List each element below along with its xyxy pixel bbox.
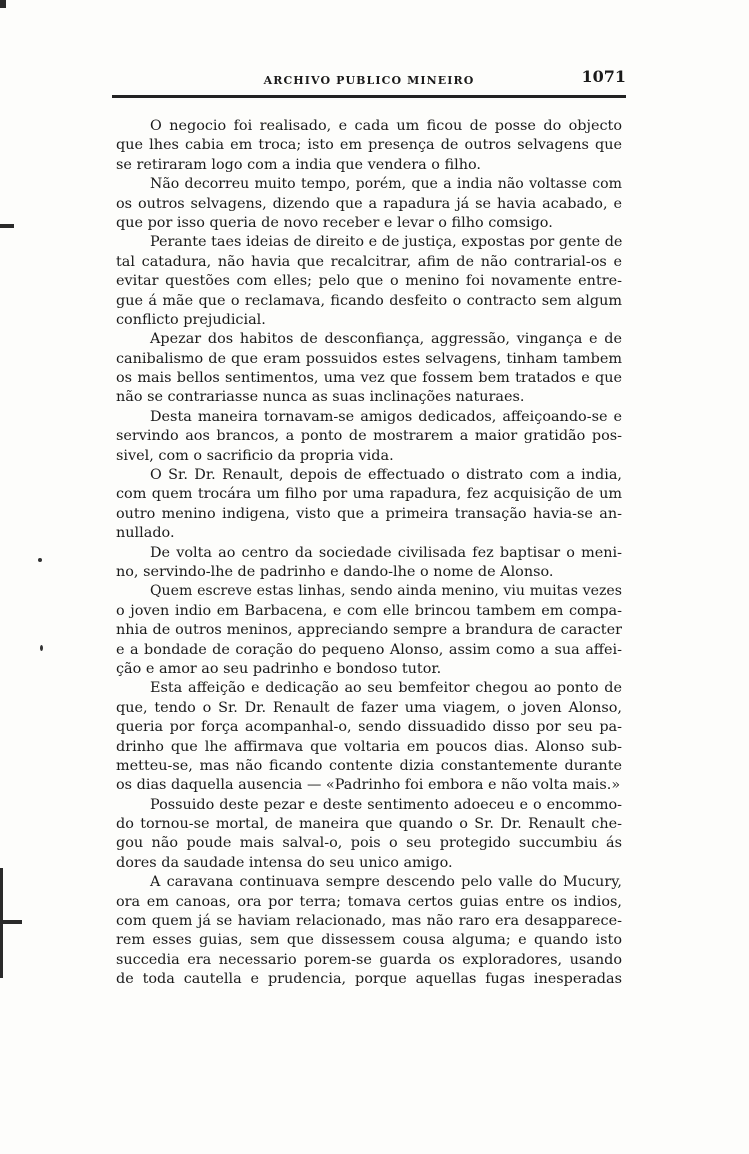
text-line: drinho que lhe affirmava que voltaria em poucos dias. Alonso sub- (116, 738, 622, 755)
body-text (116, 117, 622, 990)
text-line: Apezar dos habitos de desconfiança, aggressão, vingança e de (150, 331, 622, 348)
text-line: o joven indio em Barbacena, e com elle brincou tambem em compa- (116, 602, 622, 619)
text-line: O negocio foi realisado, e cada um ficou de posse do objecto (150, 118, 622, 134)
text-line: dores da saudade intensa do seu unico amigo. (116, 854, 453, 871)
text-line: Possuido deste pezar e deste sentimento adoeceu e o encommo- (150, 796, 622, 813)
text-line: e a bondade de coração do pequeno Alonso, assim como a sua affei- (116, 641, 622, 658)
text-line: os dias daquella ausencia — «Padrinho foi embora e não volta mais.» (116, 777, 621, 794)
text-line: Não decorreu muito tempo, porém, que a india não voltasse com (150, 176, 622, 193)
text-line: queria por força acompanhal-o, sendo dissuadido disso por seu pa- (116, 719, 622, 736)
text-line: Quem escreve estas linhas, sendo ainda menino, viu muitas vezes (150, 583, 622, 600)
text-line: sivel, com o sacrificio da propria vida. (116, 447, 394, 464)
page-header (112, 64, 626, 88)
running-title: ARCHIVO PUBLICO MINEIRO (263, 74, 475, 87)
text-line: A caravana continuava sempre descendo pelo valle do Mucury, (150, 874, 622, 891)
text-line: succedia era necessario porem-se guarda os exploradores, usando (116, 951, 622, 968)
text-line: se retiraram logo com a india que vendera o filho. (116, 156, 481, 173)
header-rule (112, 95, 626, 98)
text-line: que, tendo o Sr. Dr. Renault de fazer uma viagem, o joven Alonso, (116, 699, 622, 716)
text-line: com quem já se haviam relacionado, mas não raro era desapparece- (116, 913, 622, 930)
text-line: Perante taes ideias de direito e de justiça, expostas por gente de (150, 234, 622, 251)
text-line: De volta ao centro da sociedade civilisada fez baptisar o meni- (150, 544, 622, 561)
text-line: metteu-se, mas não ficando contente dizia constantemente durante (116, 757, 622, 774)
scan-edge-mark (0, 224, 14, 228)
page-number: 1071 (581, 67, 626, 86)
text-line: de toda cautella e prudencia, porque aquellas fugas inesperadas (116, 971, 622, 988)
text-line: que lhes cabia em troca; isto em presença de outros selvagens que (116, 137, 622, 154)
text-line: rem esses guias, sem que dissessem cousa alguma; e quando isto (116, 932, 622, 949)
text-line: outro menino indigena, visto que a primeira transação havia-se an- (116, 505, 622, 522)
text-line: os mais bellos sentimentos, uma vez que fossem bem tratados e que (116, 370, 622, 387)
text-line: Esta affeição e dedicação ao seu bemfeitor chegou ao ponto de (150, 680, 622, 697)
text-line: que por isso queria de novo receber e levar o filho comsigo. (116, 214, 553, 231)
text-line: os outros selvagens, dizendo que a rapadura já se havia acabado, e (116, 195, 622, 212)
scan-edge-mark (0, 920, 22, 924)
text-line: do tornou-se mortal, de maneira que quando o Sr. Dr. Renault che- (116, 816, 622, 833)
scan-edge-mark (0, 0, 6, 8)
text-line: Desta maneira tornavam-se amigos dedicados, affeiçoando-se e (150, 408, 622, 425)
text-line: gue á mãe que o reclamava, ficando desfeito o contracto sem algum (116, 292, 622, 309)
text-line: com quem trocára um filho por uma rapadura, fez acquisição de um (116, 486, 622, 503)
text-line: canibalismo de que eram possuidos estes selvagens, tinham tambem (116, 350, 622, 367)
text-line: gou não poude mais salval-o, pois o seu protegido succumbiu ás (116, 835, 622, 852)
text-line: O Sr. Dr. Renault, depois de effectuado o distrato com a india, (150, 467, 622, 484)
margin-speck (40, 645, 43, 651)
text-line: tal catadura, não havia que recalcitrar, afim de não contrarial-os e (116, 253, 622, 270)
text-line: nhia de outros meninos, appreciando sempre a brandura de caracter (116, 622, 622, 639)
text-line: ção e amor ao seu padrinho e bondoso tutor. (116, 660, 442, 677)
margin-speck (38, 558, 42, 562)
text-line: no, servindo-lhe de padrinho e dando-lhe o nome de Alonso. (116, 563, 554, 580)
text-line: servindo aos brancos, a ponto de mostrarem a maior gratidão pos- (116, 428, 622, 445)
text-line: evitar questões com elles; pelo que o menino foi novamente entre- (116, 273, 622, 290)
text-line: ora em canoas, ora por terra; tomava certos guias entre os indios, (116, 893, 622, 910)
text-line: não se contrariasse nunca as suas inclinações naturaes. (116, 389, 525, 406)
text-line: conflicto prejudicial. (116, 311, 266, 328)
text-line: nullado. (116, 525, 175, 542)
